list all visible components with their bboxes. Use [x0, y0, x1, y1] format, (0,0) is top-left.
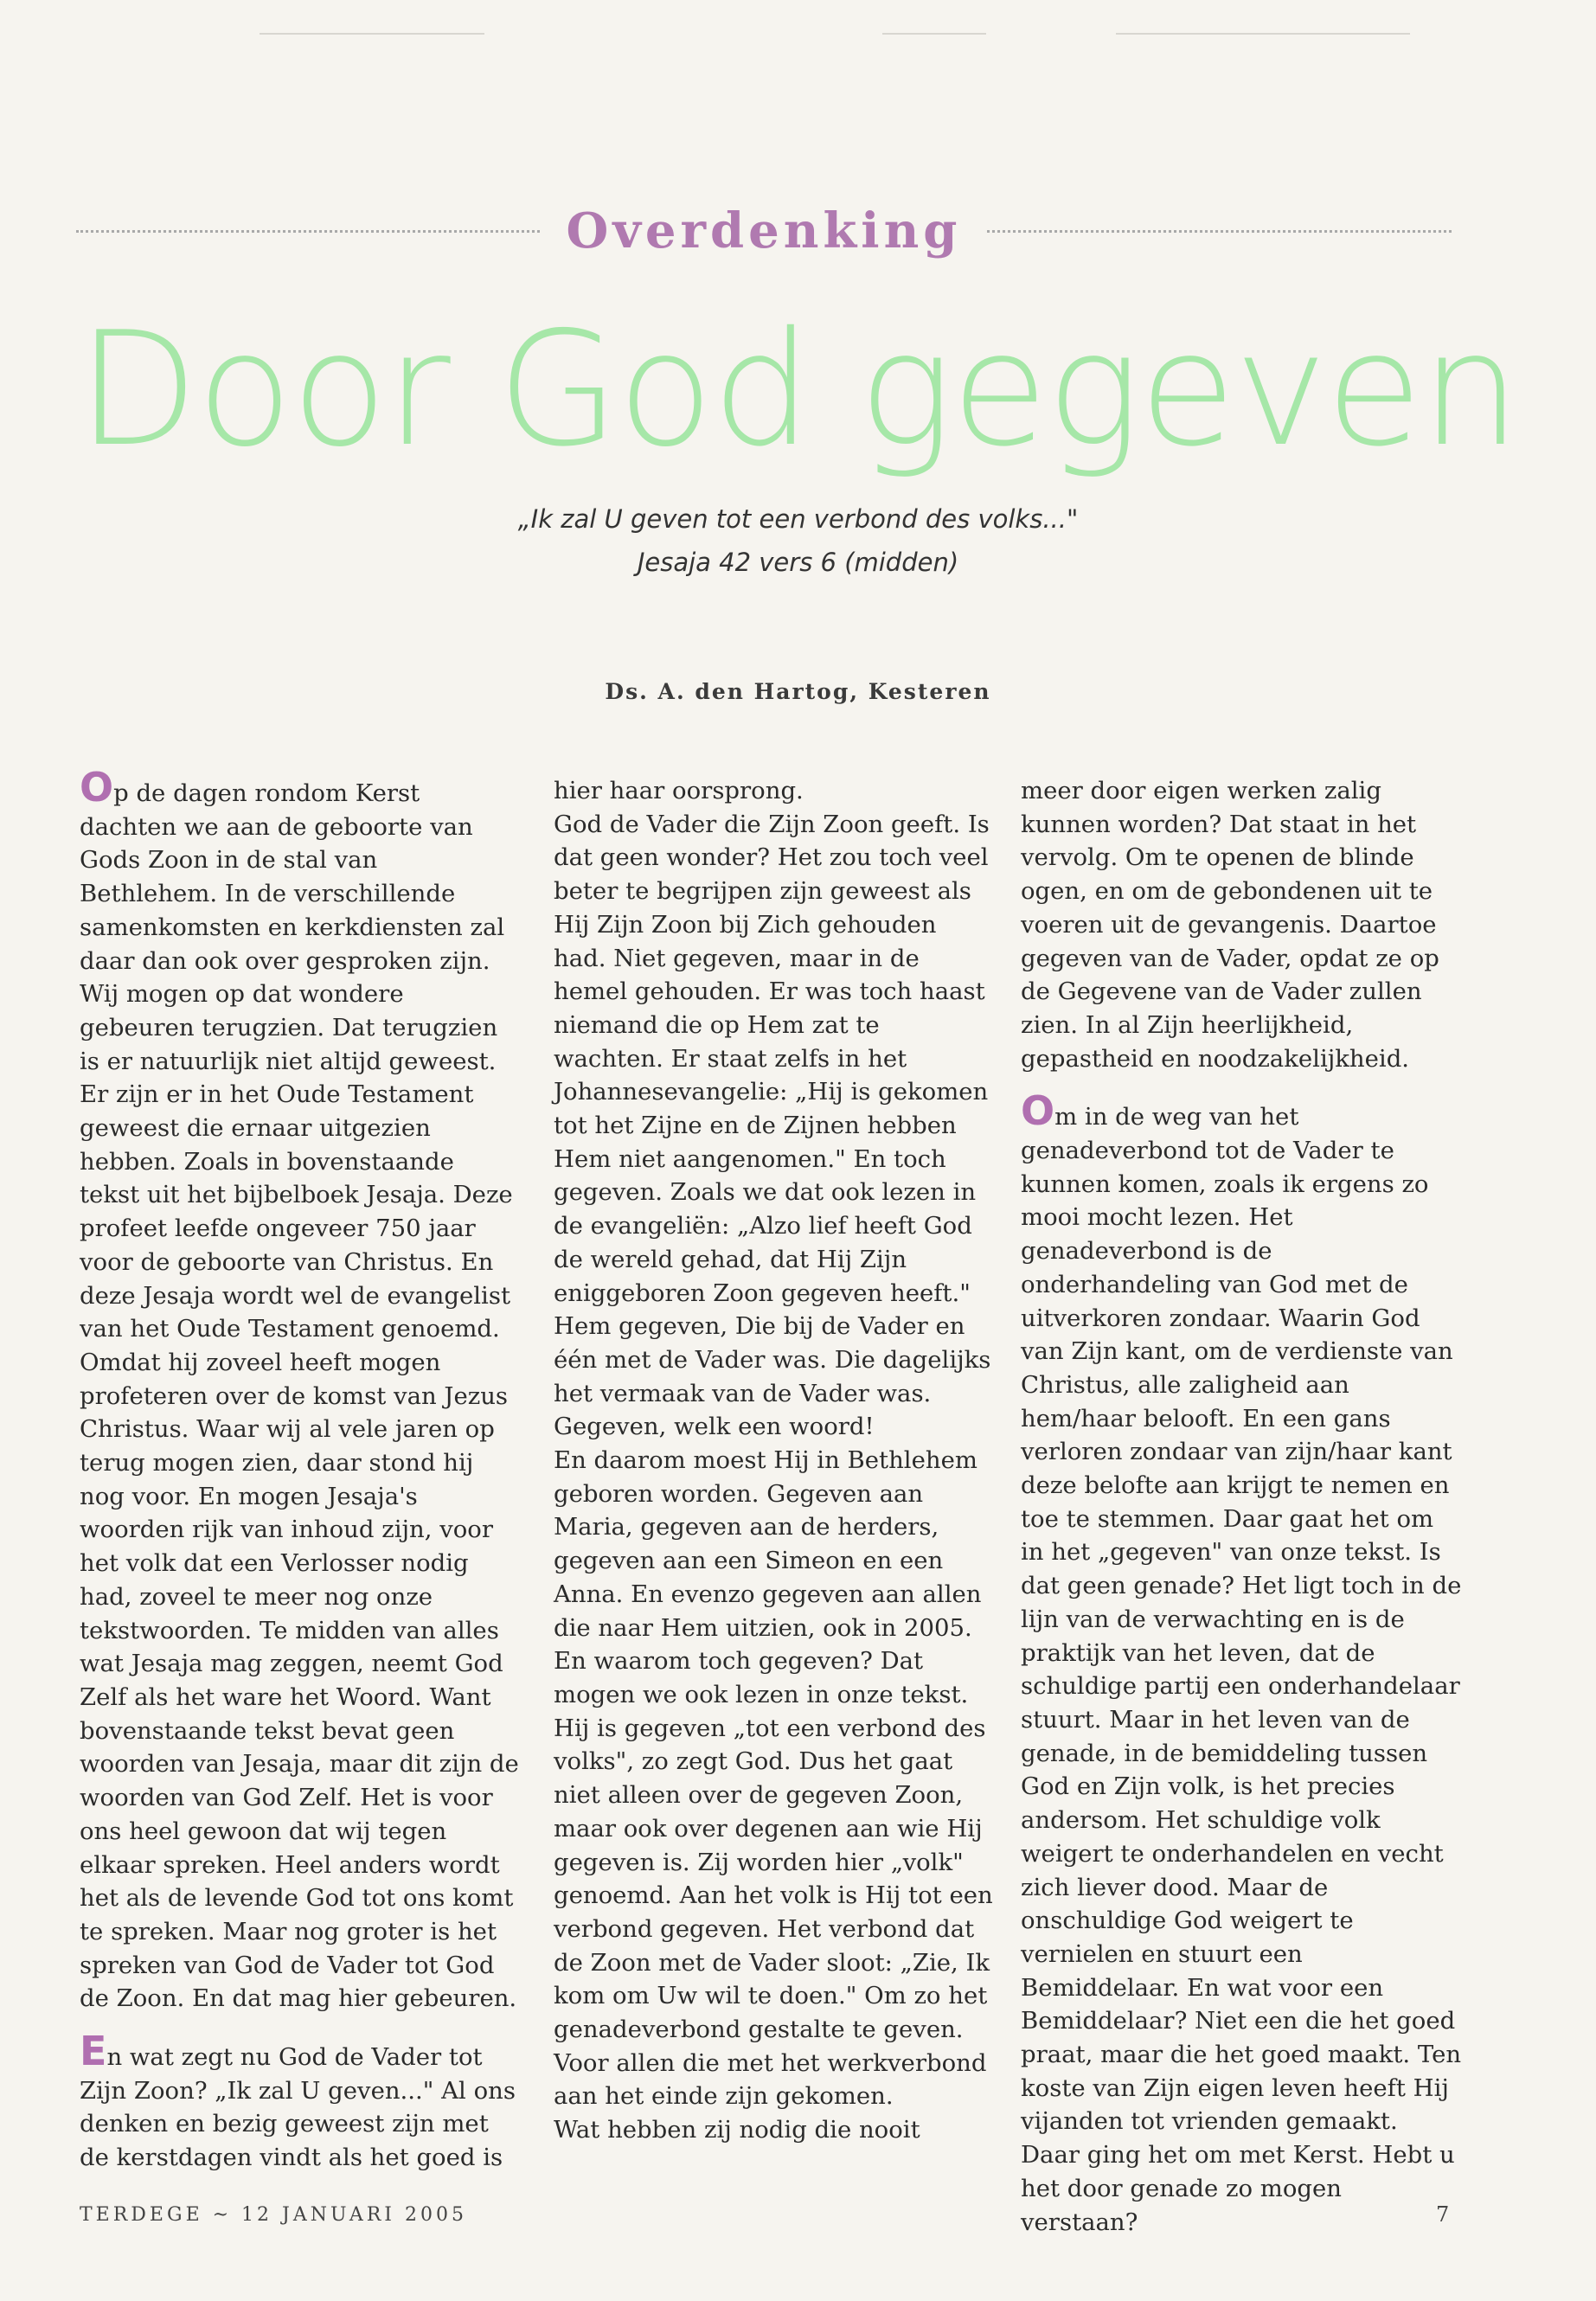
drop-cap: E — [80, 2028, 107, 2075]
paragraph: En waarom toch gegeven? Dat mogen we ook lezen in onze tekst. Hij is gegeven „tot een verbond des volks", zo zegt God. Dus het gaat niet alleen over de gegeven Zoon, maar ook over degenen aan wie Hij gegeven is. Zij worden hier „volk" genoemd. Aan het volk is Hij tot een verbond gegeven. Het verbond dat de Zoon met de Vader sloot: „Zie, Ik kom om Uw wil te doen." Om zo het genadeverbond gestalte te geven. Voor allen die met het werkverbond aan het einde zijn gekomen. — [554, 1647, 993, 2111]
rubric-text: Overdenking — [541, 202, 988, 260]
paragraph: hier haar oorsprong. — [554, 777, 804, 804]
paragraph — [1021, 1087, 1462, 2239]
drop-cap: O — [80, 764, 114, 811]
text-column-3 — [1021, 774, 1462, 2239]
epigraph-reference: Jesaja 42 vers 6 (midden) — [637, 548, 959, 577]
paragraph: En daarom moest Hij in Bethlehem geboren worden. Gegeven aan Maria, gegeven aan de herders, gegeven aan een Simeon en een Anna. En evenzo gegeven aan allen die naar Hem uitzien, ook in 2005. — [554, 1446, 982, 1642]
page-number: 7 — [1436, 2202, 1450, 2227]
paragraph-text: m in de weg van het genadeverbond tot de Vader te kunnen komen, zoals ik ergens zo mooi mocht lezen. Het genadeverbond is de onderhandeling van God met de uitverkoren zondaar. Waarin God van Zijn kant, om de verdienste van Christus, alle zaligheid aan hem/haar belooft. En een gans verloren zondaar van zijn/haar kant deze belofte aan krijgt te nemen en toe te stemmen. Daar gaat het om in het „gegeven" van onze tekst. Is dat geen genade? Het ligt toch in de lijn van de verwachting en is de praktijk van het leven, dat de schuldige partij een onderhandelaar stuurt. Maar in het leven van de genade, in de bemiddeling tussen God en Zijn volk, is het precies andersom. Het schuldige volk weigert te onderhandelen en vecht zich liever dood. Maar de onschuldige God weigert te vernielen en stuurt een Bemiddelaar. En wat voor een Bemiddelaar? Niet een die het goed praat, maar die het goed maakt. Ten koste van Zijn eigen leven heeft Hij vijanden tot vrienden gemaakt. Daar ging het om met Kerst. Hebt u het door genade zo mogen verstaan? — [1021, 1103, 1462, 2236]
top-rule — [260, 33, 484, 35]
drop-cap: O — [1021, 1087, 1055, 1135]
text-column-1 — [80, 764, 521, 2175]
paragraph-text: p de dagen rondom Kerst dachten we aan de geboorte van Gods Zoon in de stal van Bethlehem. In de verschillende samenkomsten en kerkdiensten zal daar dan ook over gesproken zijn. Wij mogen op dat wondere gebeuren terugzien. Dat terugzien is er natuurlijk niet altijd geweest. Er zijn er in het Oude Testament geweest die ernaar uitgezien hebben. Zoals in bovenstaande tekst uit het bijbelboek Jesaja. Deze profeet leefde ongeveer 750 jaar voor de geboorte van Christus. En deze Jesaja wordt wel de evangelist van het Oude Testament genoemd. Omdat hij zoveel heeft mogen profeteren over de komst van Jezus Christus. Waar wij al vele jaren op terug mogen zien, daar stond hij nog voor. En mogen Jesaja's woorden rijk van inhoud zijn, voor het volk dat een Verlosser nodig had, zoveel te meer nog onze tekstwoorden. Te midden van alles wat Jesaja mag zeggen, neemt God Zelf als het ware het Woord. Want bovenstaande tekst bevat geen woorden van Jesaja, maar dit zijn de woorden van God Zelf. Het is voor ons heel gewoon dat wij tegen elkaar spreken. Heel anders wordt het als de levende God tot ons komt te spreken. Maar nog groter is het spreken van God de Vader tot God de Zoon. En dat mag hier gebeuren. — [80, 779, 519, 2013]
epigraph-quote: „Ik zal U geven tot een verbond des volks..." — [517, 504, 1079, 534]
author-byline: Ds. A. den Hartog, Kesteren — [605, 679, 991, 704]
paragraph: Wat hebben zij nodig die nooit — [554, 2116, 920, 2144]
top-rule — [1116, 33, 1410, 35]
top-rule — [882, 33, 986, 35]
section-rubric — [76, 201, 1452, 261]
paragraph — [80, 764, 521, 2016]
epigraph — [0, 497, 1596, 584]
rubric-row — [76, 201, 1452, 261]
paragraph: meer door eigen werken zalig kunnen worden? Dat staat in het vervolg. Om te openen de blinde ogen, en om de gebondenen uit te voeren uit de gevangenis. Daartoe gegeven van de Vader, opdat ze op de Gegevene van de Vader zullen zien. In al Zijn heerlijkheid, gepastheid en noodzakelijkheid. — [1021, 777, 1439, 1073]
paragraph: God de Vader die Zijn Zoon geeft. Is dat geen wonder? Het zou toch veel beter te begrijpen zijn geweest als Hij Zijn Zoon bij Zich gehouden had. Niet gegeven, maar in de hemel gehouden. Er was toch haast niemand die op Hem zat te wachten. Er staat zelfs in het Johannesevangelie: „Hij is gekomen tot het Zijne en de Zijnen hebben Hem niet aangenomen." En toch gegeven. Zoals we dat ook lezen in de evangeliën: „Alzo lief heeft God de wereld gehad, dat Hij Zijn eniggeboren Zoon gegeven heeft." Hem gegeven, Die bij de Vader en één met de Vader was. Die dagelijks het vermaak van de Vader was. Gegeven, welk een woord! — [554, 810, 991, 1441]
footer-publication: TERDEGE ~ 12 JANUARI 2005 — [80, 2204, 467, 2226]
paragraph — [80, 2028, 521, 2175]
text-column-2 — [554, 774, 995, 2147]
article-title: Door God gegeven — [77, 298, 1519, 481]
paragraph-text: n wat zegt nu God de Vader tot Zijn Zoon? „Ik zal U geven..." Al ons denken en bezig geweest zijn met de kerstdagen vindt als het goed is — [80, 2043, 516, 2172]
